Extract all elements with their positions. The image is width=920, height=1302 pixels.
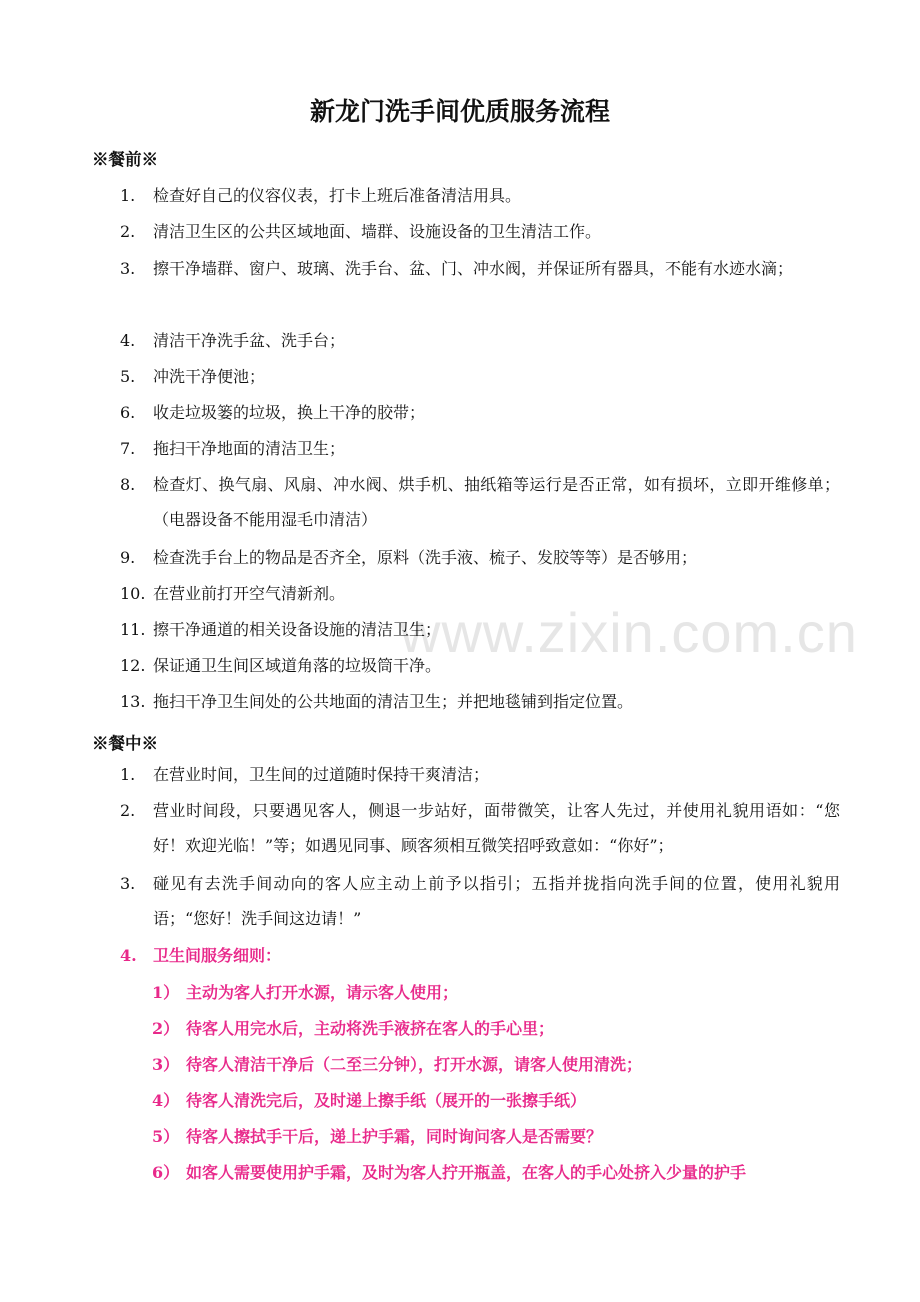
item-number: 7. [120, 439, 136, 458]
rule-text: 如客人需要使用护手霜，及时为客人拧开瓶盖，在客人的手心处挤入少量的护手 [186, 1163, 747, 1182]
list-item [120, 866, 840, 936]
item-text: 擦干净墙群、窗户、玻璃、洗手台、盆、门、冲水阀，并保证所有器具，不能有水迹水滴； [153, 259, 794, 278]
list-item [120, 648, 840, 683]
list-item [120, 251, 840, 286]
item-number: 11. [120, 620, 146, 639]
rule-number: 1） [152, 983, 180, 1002]
rule-number: 5） [152, 1127, 180, 1146]
list-item [120, 467, 840, 537]
section-heading-before-meal: ※餐前※ [92, 150, 158, 169]
item-number: 1. [120, 765, 136, 784]
list-item [120, 757, 840, 792]
list-item [120, 431, 840, 466]
rule-item [152, 975, 842, 1010]
item-number: 4. [120, 331, 136, 350]
list-item [120, 612, 840, 647]
rule-item [152, 1119, 842, 1154]
rule-item [152, 1155, 842, 1190]
rule-number: 3） [152, 1055, 180, 1074]
list-item [120, 938, 840, 973]
item-text: 保证通卫生间区域道角落的垃圾筒干净。 [153, 656, 442, 675]
rule-text: 待客人擦拭手干后，递上护手霜，同时询问客人是否需要？ [186, 1127, 603, 1146]
item-text: 营业时间段，只要遇见客人，侧退一步站好，面带微笑，让客人先过，并使用礼貌用语如：“您好！欢迎光临！”等；如遇见同事、顾客须相互微笑招呼致意如：“你好”； [153, 801, 840, 855]
list-item [120, 323, 840, 358]
item-number: 9. [120, 548, 136, 567]
item-number: 8. [120, 475, 136, 494]
rule-text: 待客人清洁干净后（二至三分钟），打开水源，请客人使用清洗； [186, 1055, 643, 1074]
section-heading-during-meal: ※餐中※ [92, 734, 158, 753]
rule-text: 主动为客人打开水源，请示客人使用； [186, 983, 459, 1002]
rule-item [152, 1083, 842, 1118]
item-text: 卫生间服务细则： [153, 946, 282, 965]
item-text: 检查洗手台上的物品是否齐全，原料（洗手液、梳子、发胶等等）是否够用； [153, 548, 698, 567]
item-number: 1. [120, 186, 136, 205]
rule-text: 待客人清洗完后，及时递上擦手纸（展开的一张擦手纸） [186, 1091, 587, 1110]
item-number: 2. [120, 222, 136, 241]
item-text: 冲洗干净便池； [153, 367, 266, 386]
item-number: 12. [120, 656, 146, 675]
list-item [120, 793, 840, 863]
item-number: 4. [120, 946, 137, 965]
item-text: 在营业时间，卫生间的过道随时保持干爽清洁； [153, 765, 490, 784]
item-number: 6. [120, 403, 136, 422]
item-text: 在营业前打开空气清新剂。 [153, 584, 346, 603]
list-item [120, 576, 840, 611]
rule-item [152, 1011, 842, 1046]
item-number: 2. [120, 801, 136, 820]
item-number: 10. [120, 584, 146, 603]
item-text: 检查灯、换气扇、风扇、冲水阀、烘手机、抽纸箱等运行是否正常，如有损坏，立即开维修单；（电器设备不能用湿毛巾清洁） [153, 475, 840, 529]
list-item [120, 214, 840, 249]
item-text: 清洁卫生区的公共区域地面、墙群、设施设备的卫生清洁工作。 [153, 222, 602, 241]
rule-text: 待客人用完水后，主动将洗手液挤在客人的手心里； [186, 1019, 555, 1038]
list-item [120, 395, 840, 430]
list-item [120, 540, 840, 575]
rule-number: 4） [152, 1091, 180, 1110]
item-text: 收走垃圾篓的垃圾，换上干净的胶带； [153, 403, 426, 422]
item-number: 13. [120, 692, 146, 711]
item-text: 检查好自己的仪容仪表，打卡上班后准备清洁用具。 [153, 186, 522, 205]
item-number: 5. [120, 367, 136, 386]
rule-item [152, 1047, 842, 1082]
item-text: 拖扫干净地面的清洁卫生； [153, 439, 346, 458]
document-title: 新龙门洗手间优质服务流程 [309, 97, 610, 126]
item-text: 清洁干净洗手盆、洗手台； [153, 331, 346, 350]
watermark: www.zixin.com.cn [400, 601, 858, 664]
rule-number: 6） [152, 1163, 180, 1182]
item-text: 碰见有去洗手间动向的客人应主动上前予以指引；五指并拢指向洗手间的位置，使用礼貌用语；“您好！洗手间这边请！” [153, 874, 840, 928]
list-item [120, 684, 840, 719]
rule-number: 2） [152, 1019, 180, 1038]
list-item [120, 178, 840, 213]
item-text: 拖扫干净卫生间处的公共地面的清洁卫生；并把地毯铺到指定位置。 [153, 692, 634, 711]
item-text: 擦干净通道的相关设备设施的清洁卫生； [153, 620, 442, 639]
list-item [120, 359, 840, 394]
item-number: 3. [120, 259, 136, 278]
item-number: 3. [120, 874, 136, 893]
